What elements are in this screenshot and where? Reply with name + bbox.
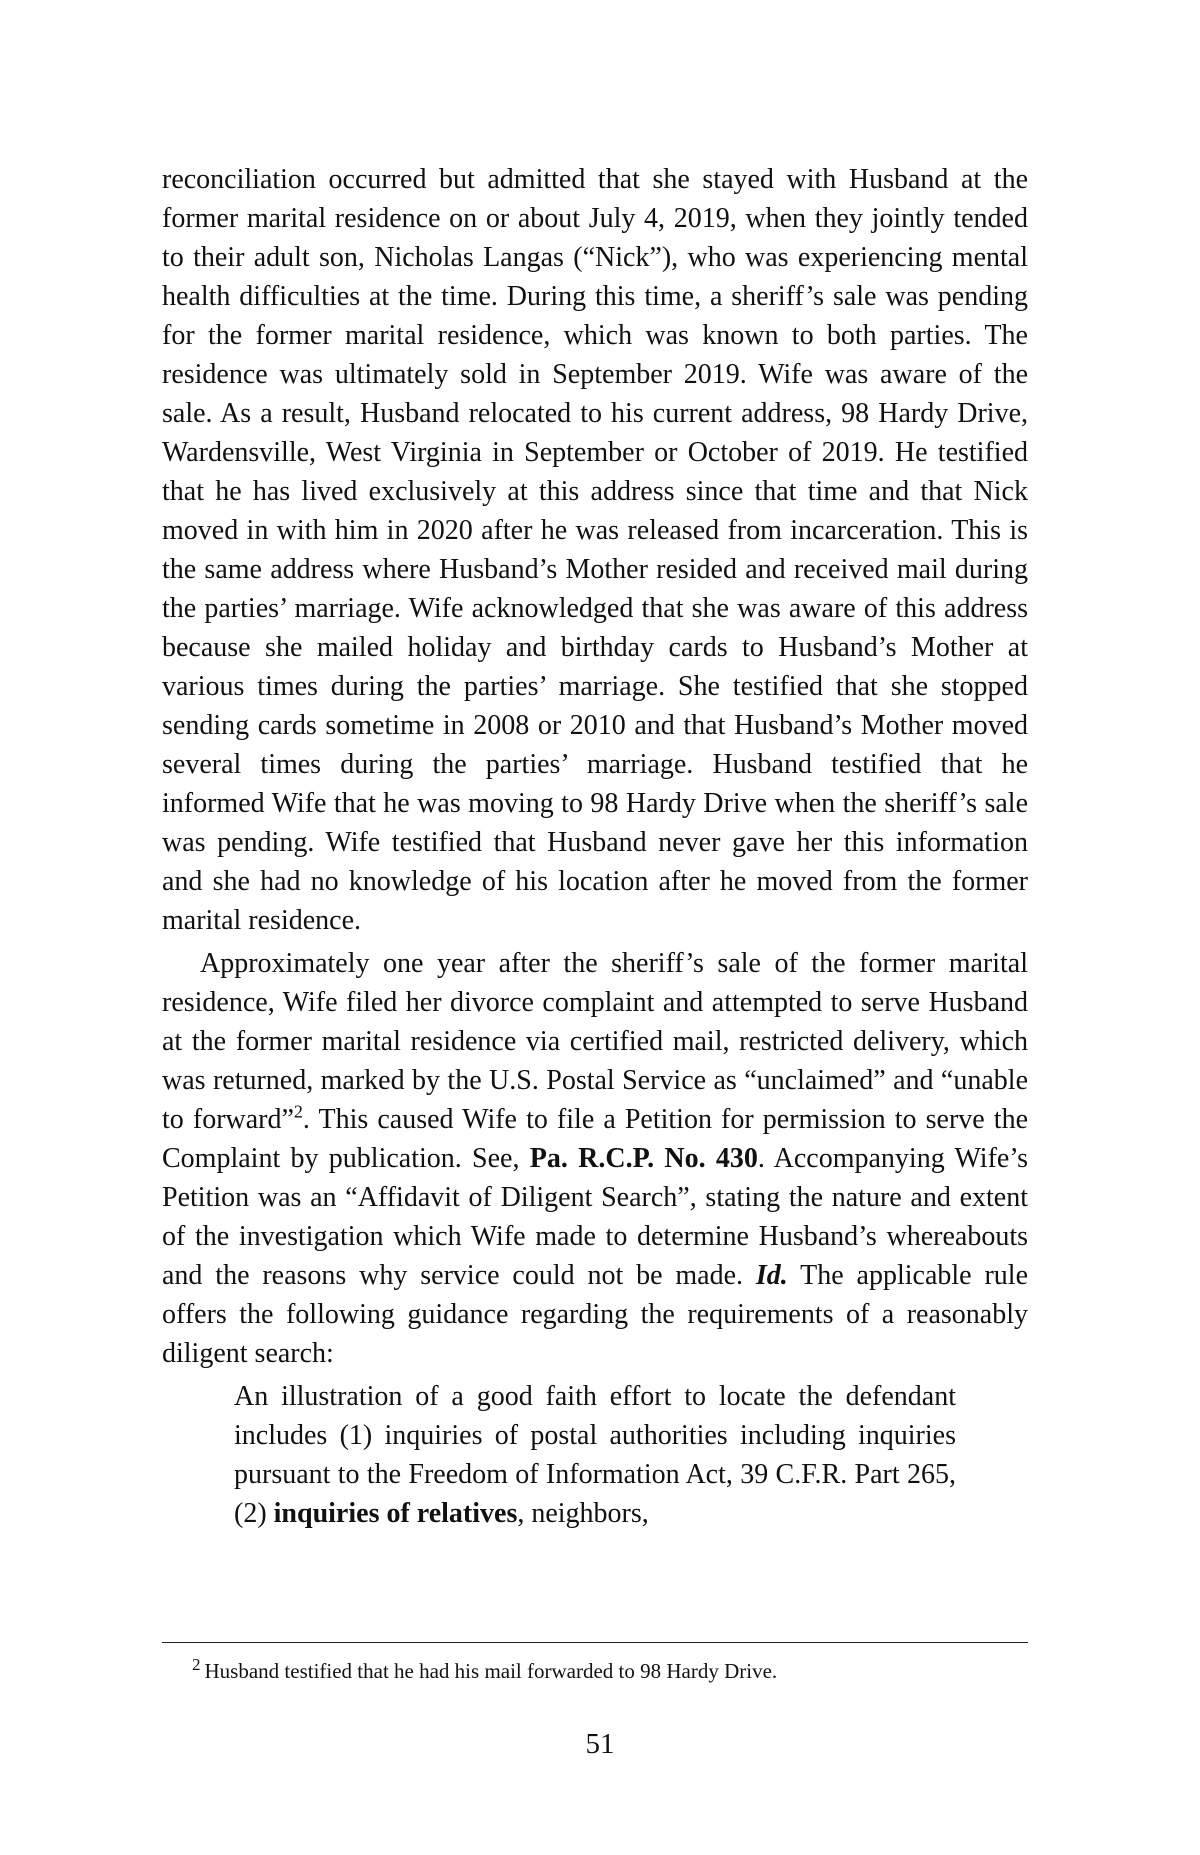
- page-number: 51: [585, 1728, 615, 1760]
- rule-citation: Pa. R.C.P. No. 430: [529, 1143, 758, 1174]
- block-quote-text-2: , neighbors,: [517, 1498, 649, 1529]
- page-body: [162, 160, 1028, 1533]
- paragraph-2-text-1: Approximately one year after the sheriff’s sale of the former marital residence, Wife filed her divorce complaint and attempted to serve Husband at the former marital residence via certified mail, restricted delivery, which was returned, marked by the U.S. Postal Service as “unclaimed” and “unable to forward”: [162, 948, 1028, 1135]
- id-citation: Id.: [755, 1260, 788, 1291]
- footnote-number: 2: [192, 1655, 201, 1674]
- block-quote-emphasis: inquiries of relatives: [273, 1498, 518, 1529]
- paragraph-2-text-4: The applicable rule offers the following guidance regarding the requirements of a reasonably diligent search:: [162, 1260, 1028, 1369]
- footnote-divider: [162, 1642, 1028, 1643]
- footnote-reference[interactable]: 2: [293, 1101, 303, 1122]
- footnote-text: Husband testified that he had his mail forwarded to 98 Hardy Drive.: [204, 1659, 778, 1683]
- paragraph-2: [162, 944, 1028, 1373]
- block-quote: [234, 1377, 956, 1533]
- paragraph-2-text-2: . This caused Wife to file a Petition for permission to serve the Complaint by publication. See,: [162, 1104, 1029, 1174]
- block-quote-text-1: An illustration of a good faith effort to locate the defendant includes (1) inquiries of postal authorities including inquiries pursuant to the Freedom of Information Act, 39 C.F.R. Part 265, (2): [234, 1381, 956, 1529]
- footnote: [192, 1656, 1028, 1686]
- paragraph-1: reconciliation occurred but admitted that she stayed with Husband at the former marital residence on or about July 4, 2019, when they jointly tended to their adult son, Nicholas Langas (“Nick”), who was experiencing mental health difficulties at the time. During this time, a sheriff’s sale was pending for the former marital residence, which was known to both parties. The residence was ultimately sold in September 2019. Wife was aware of the sale. As a result, Husband relocated to his current address, 98 Hardy Drive, Wardensville, West Virginia in September or October of 2019. He testified that he has lived exclusively at this address since that time and that Nick moved in with him in 2020 after he was released from incarceration. This is the same address where Husband’s Mother resided and received mail during the parties’ marriage. Wife acknowledged that she was aware of this address because she mailed holiday and birthday cards to Husband’s Mother at various times during the parties’ marriage. She testified that she stopped sending cards sometime in 2008 or 2010 and that Husband’s Mother moved several times during the parties’ marriage. Husband testified that he informed Wife that he was moving to 98 Hardy Drive when the sheriff’s sale was pending. Wife testified that Husband never gave her this information and she had no knowledge of his location after he moved from the former marital residence.: [162, 164, 1028, 936]
- paragraph-2-text-3: . Accompanying Wife’s Petition was an “Affidavit of Diligent Search”, stating the nature and extent of the investigation which Wife made to determine Husband’s whereabouts and the reasons why service could not be made.: [162, 1143, 1028, 1291]
